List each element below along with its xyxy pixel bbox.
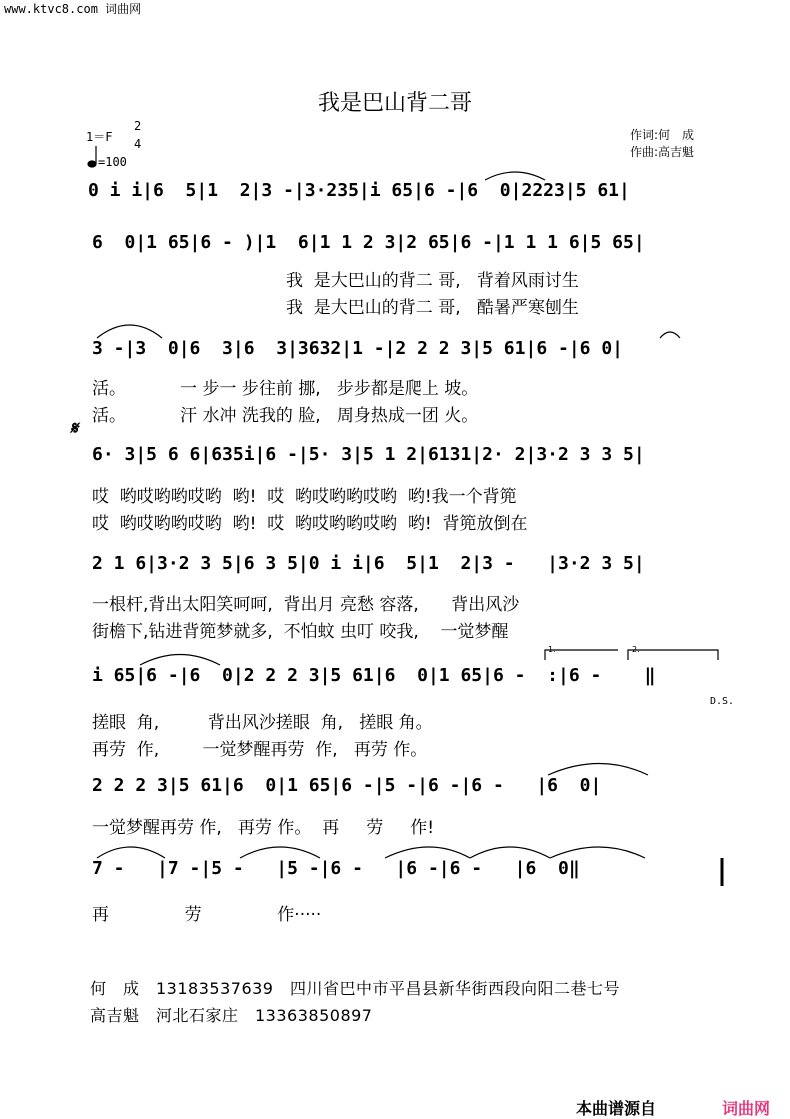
score-row-4-notes: 6· 3|5 6 6|635i|6 -|5· 3|5 1 2|6131|2· 2|3·2 3 3 5| [92,444,645,465]
lyricist-credit: 作词:何 成 [630,128,695,142]
score-row-6-lyric-1: 搓眼 角, 背出风沙搓眼 角, 搓眼 角。 [92,713,433,733]
score-row-5-notes: 2 1 6|3·2 3 5|6 3 5|0 i i|6 5|1 2|3 - |3·2 3 5| [92,553,645,574]
footer-logo: 词曲网 [722,1099,771,1118]
tempo-marking: =100 [98,155,127,169]
site-url: www.ktvc8.com 词曲网 [4,2,142,16]
score-row-8-notes: 7 - |7 -|5 - |5 -|6 - |6 -|6 - |6 0‖ [92,858,580,879]
score-row-5-lyric-1: 一根杆,背出太阳笑呵呵, 背出月 亮愁 容落, 背出风沙 [92,595,520,615]
score-row-6-lyric-2: 再劳 作, 一觉梦醒再劳 作, 再劳 作。 [92,740,428,760]
time-signature-top: 2 [134,119,142,133]
song-title: 我是巴山背二哥 [317,91,472,116]
score-row-2-lyric-2: 我 是大巴山的背二 哥, 酷暑严寒刨生 [286,298,579,318]
composer-credit: 作曲:高吉魁 [630,145,695,159]
score-row-2-lyric-1: 我 是大巴山的背二 哥, 背着风雨讨生 [286,271,579,291]
score-row-6-notes: i 65|6 -|6 0|2 2 2 3|5 61|6 0|1 65|6 - :|6 - ‖ [92,665,656,686]
segno-sign-icon: 𝄋 [70,418,78,439]
footer-source-text: 本曲谱源自 [576,1099,657,1118]
dal-segno-mark: D.S. [710,696,735,707]
key-signature: 1＝F [86,130,113,144]
score-row-4-lyric-2: 哎 哟哎哟哟哎哟 哟! 哎 哟哎哟哟哎哟 哟! 背篼放倒在 [92,514,528,534]
score-row-3-notes: 3 -|3 0|6 3|6 3|3632|1 -|2 2 2 3|5 61|6 -|6 0| [92,338,624,359]
time-signature-bottom: 4 [134,137,142,151]
score-row-2-notes: 6 0|1 65|6 - )|1 6|1 1 2 3|2 65|6 -|1 1 1 6|5 65| [92,232,645,253]
volta-1-label: 1. [548,645,556,654]
score-row-4-lyric-1: 哎 哟哎哟哟哎哟 哟! 哎 哟哎哟哟哎哟 哟!我一个背篼 [92,487,517,507]
contact-line-1: 何 成 13183537639 四川省巴中市平昌县新华街西段向阳二巷七号 [90,979,620,998]
score-row-1-notes: 0 i i|6 5|1 2|3 -|3·235|i 65|6 -|6 0|2223|5 61| [88,180,630,201]
contact-line-2: 高吉魁 河北石家庄 13363850897 [90,1006,373,1025]
score-row-7-notes: 2 2 2 3|5 61|6 0|1 65|6 -|5 -|6 -|6 - |6 0| [92,775,602,796]
score-row-5-lyric-2: 街檐下,钻进背篼梦就多, 不怕蚊 虫叮 咬我, 一觉梦醒 [92,622,509,642]
score-row-3-lyric-1: 活。 一 步一 步往前 挪, 步步都是爬上 坡。 [92,379,479,399]
volta-2-label: 2. [632,645,640,654]
score-row-7-lyric-1: 一觉梦醒再劳 作, 再劳 作。 再 劳 作! [92,818,435,838]
score-row-3-lyric-2: 活。 汗 水冲 洗我的 脸, 周身热成一团 火。 [92,406,479,426]
score-row-8-lyric-1: 再 劳 作····· [92,905,322,925]
